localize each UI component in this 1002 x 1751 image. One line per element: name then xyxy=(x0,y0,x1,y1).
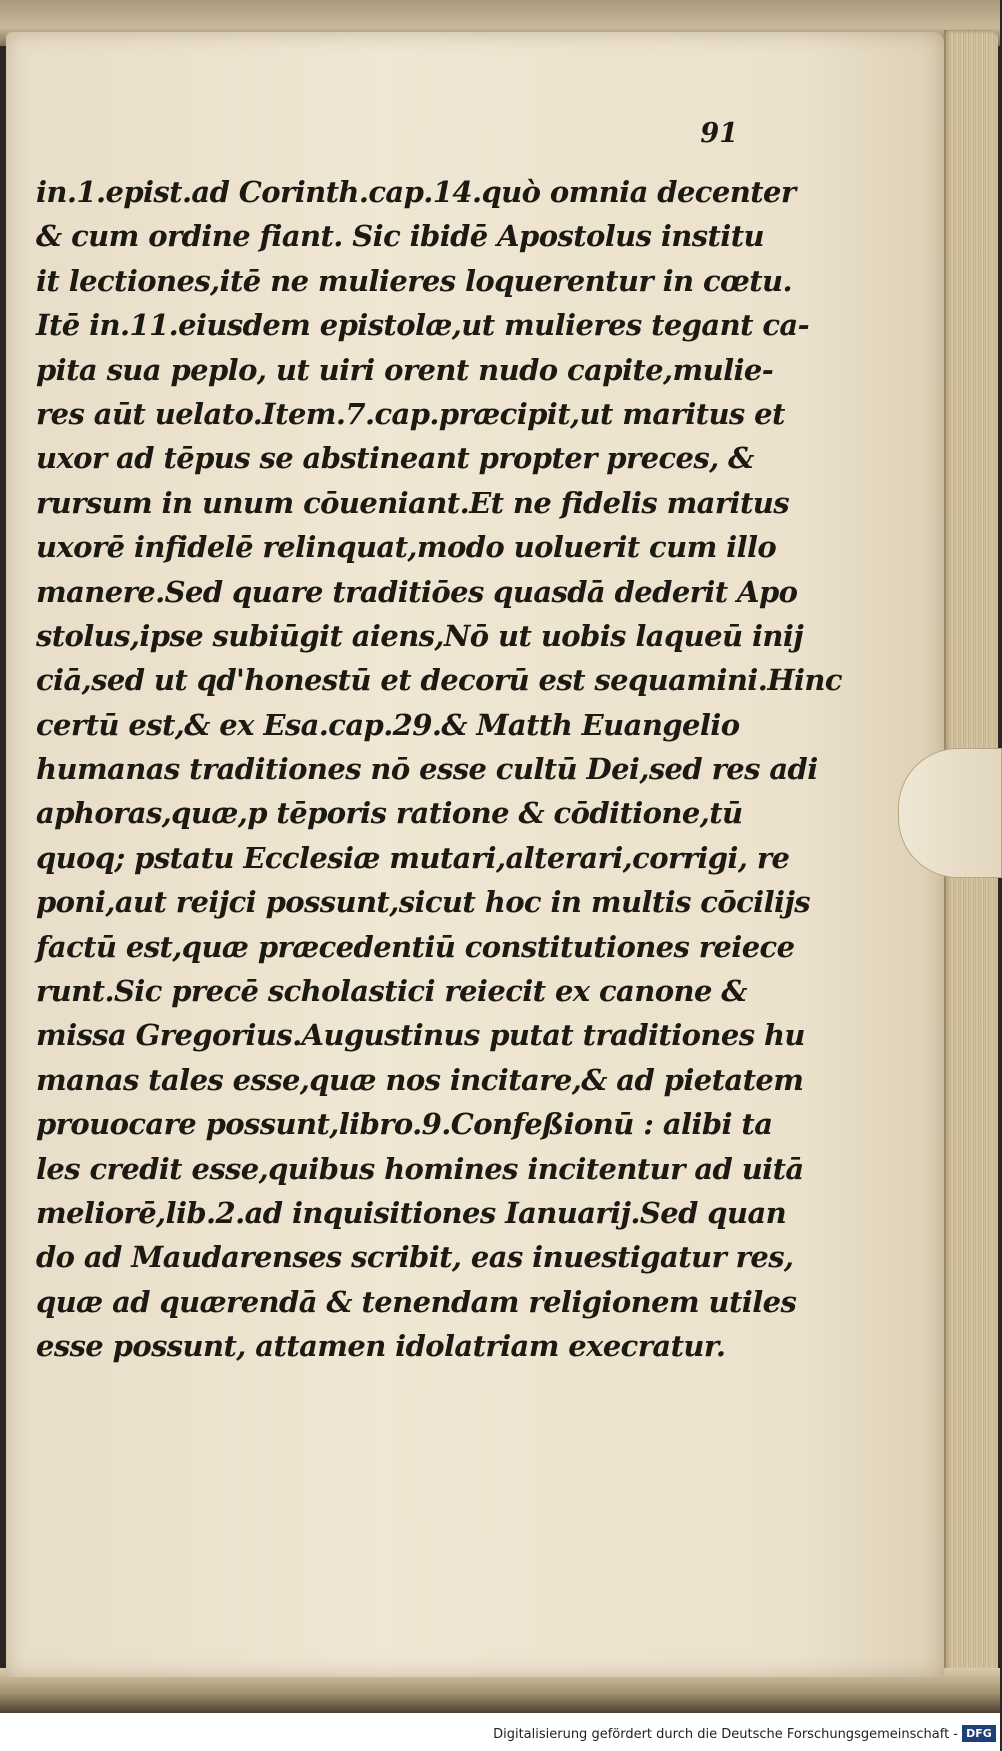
text-line: manere.Sed quare traditiōes quasdā dederit Apo xyxy=(36,574,798,609)
text-line: manas tales esse,quæ nos incitare,& ad pietatem xyxy=(36,1062,804,1097)
text-line: quoq; pstatu Ecclesiæ mutari,alterari,corrigi, re xyxy=(36,840,790,875)
text-line: aphoras,quæ,p tēporis ratione & cōditione,tū xyxy=(36,796,743,831)
text-line: rursum in unum cōueniant.Et ne fidelis maritus xyxy=(36,485,789,520)
text-line: humanas traditiones nō esse cultū Dei,sed res adi xyxy=(36,752,818,787)
text-line: missa Gregorius.Augustinus putat traditiones hu xyxy=(36,1018,805,1053)
text-line: esse possunt, attamen idolatriam execratur. xyxy=(36,1329,726,1364)
text-line: stolus,ipse subiūgit aiens,Nō ut uobis laqueū inij xyxy=(36,618,804,653)
text-line: Itē in.11.eiusdem epistolæ,ut mulieres tegant ca- xyxy=(36,308,810,343)
text-line: runt.Sic precē scholastici reiecit ex canone & xyxy=(36,974,747,1009)
page-tab-marker xyxy=(898,748,1002,878)
text-line: meliorē,lib.2.ad inquisitiones Ianuarij.Sed quan xyxy=(36,1195,787,1230)
text-line: les credit esse,quibus homines incitentur ad uitā xyxy=(36,1151,804,1186)
text-line: uxorē infidelē relinquat,modo uoluerit cum illo xyxy=(36,530,777,565)
page-text xyxy=(36,170,842,1369)
text-line: do ad Maudarenses scribit, eas inuestigatur res, xyxy=(36,1240,794,1275)
text-line: res aūt uelato.Item.7.cap.præcipit,ut maritus et xyxy=(36,396,785,431)
text-line: certū est,& ex Esa.cap.29.& Matth Euangelio xyxy=(36,707,740,742)
text-line: factū est,quæ præcedentiū constitutiones reiece xyxy=(36,929,795,964)
funding-credit: Digitalisierung gefördert durch die Deutsche Forschungsgemeinschaft - xyxy=(493,1727,958,1742)
text-line: it lectiones,itē ne mulieres loquerentur in cœtu. xyxy=(36,263,793,298)
text-line: quæ ad quærendā & tenendam religionem utiles xyxy=(36,1284,797,1319)
text-line: prouocare possunt,libro.9.Confeßionū : alibi ta xyxy=(36,1107,773,1142)
text-line: pita sua peplo, ut uiri orent nudo capite,mulie- xyxy=(36,352,774,387)
text-line: in.1.epist.ad Corinth.cap.14.quò omnia decenter xyxy=(36,175,796,209)
text-line: poni,aut reijci possunt,sicut hoc in multis cōcilijs xyxy=(36,885,811,920)
dfg-logo: DFG xyxy=(962,1725,996,1742)
text-line: ciā,sed ut qd'honestū et decorū est sequamini.Hinc xyxy=(36,663,842,698)
text-line: uxor ad tēpus se abstineant propter preces, & xyxy=(36,441,754,476)
text-line: & cum ordine fiant. Sic ibidē Apostolus institu xyxy=(36,219,764,254)
page-number: 91 xyxy=(700,118,738,149)
